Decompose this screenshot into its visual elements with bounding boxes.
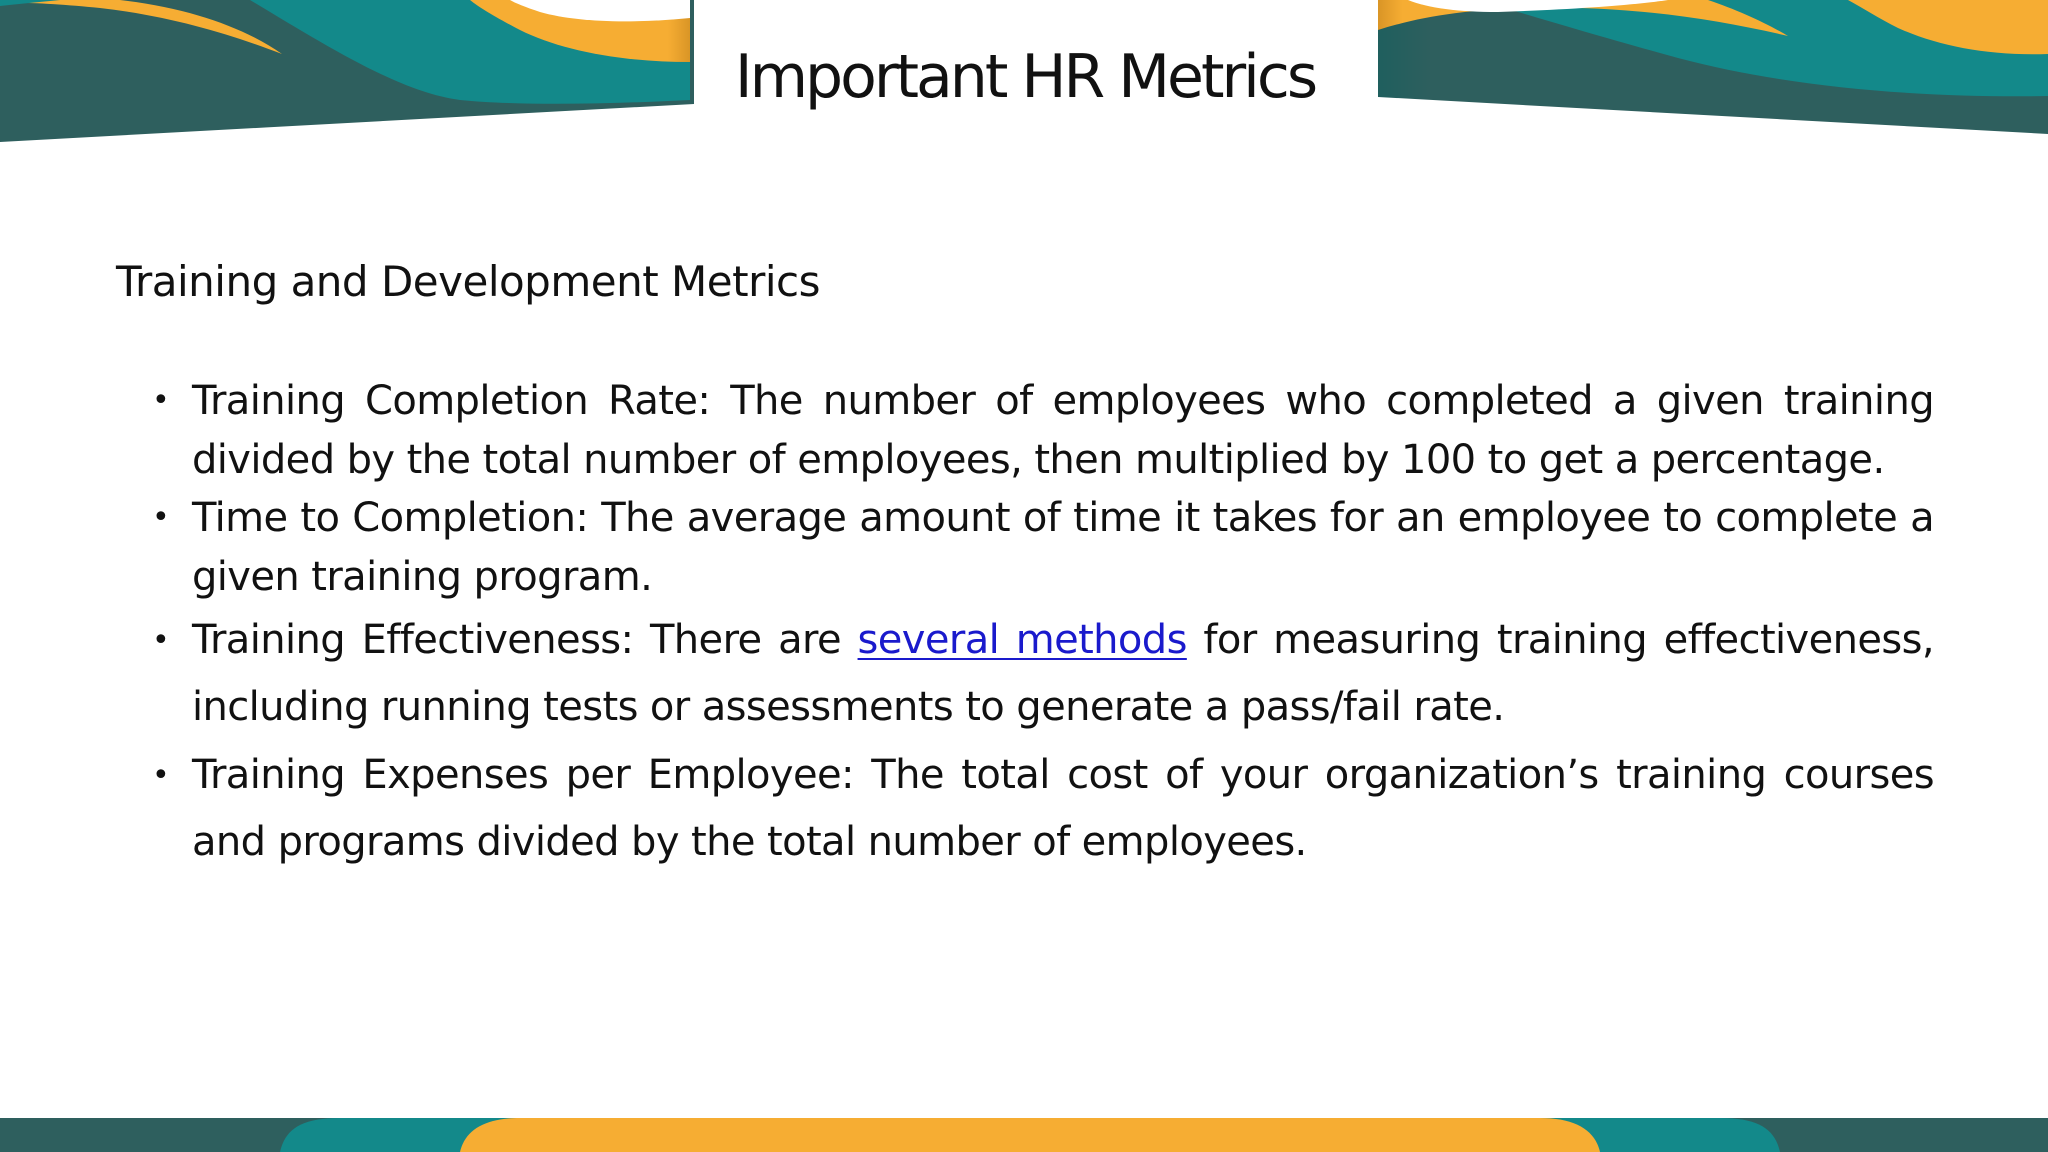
bottom-band-decoration — [0, 1118, 2048, 1152]
bullet-time-to-completion — [152, 489, 1934, 606]
top-right-wave-decoration — [1378, 0, 2048, 140]
bullet-text-before-link: Training Effectiveness: There are — [192, 617, 858, 663]
top-left-wave-decoration — [0, 0, 700, 145]
bullet-training-effectiveness — [152, 607, 1934, 741]
bullet-icon: • — [152, 383, 170, 418]
several-methods-link[interactable]: several methods — [857, 617, 1187, 663]
bullet-training-expenses-per-employee — [152, 742, 1934, 876]
bullet-text: Training Completion Rate: The number of employees who completed a given training divided by the total number of employees, then multiplied by 100 to get a percentage. — [192, 378, 1934, 483]
bullet-icon: • — [152, 758, 170, 793]
slide-title: Important HR Metrics — [734, 42, 1316, 112]
bullet-icon: • — [152, 623, 170, 658]
bullet-icon: • — [152, 500, 170, 535]
bottom-amber-band — [460, 1118, 1600, 1152]
bullet-training-completion-rate — [152, 372, 1934, 489]
bullet-text: Training Expenses per Employee: The total cost of your organization’s training courses and programs divided by the total number of employees. — [192, 752, 1934, 865]
metrics-bullet-list — [152, 372, 1934, 876]
bullet-text: Time to Completion: The average amount of time it takes for an employee to complete a given training program. — [192, 495, 1934, 600]
section-subtitle: Training and Development Metrics — [116, 257, 820, 306]
bullet-text-after-link: for measuring training effectiveness, including running tests or assessments to generate a pass/fail rate. — [192, 617, 1934, 730]
